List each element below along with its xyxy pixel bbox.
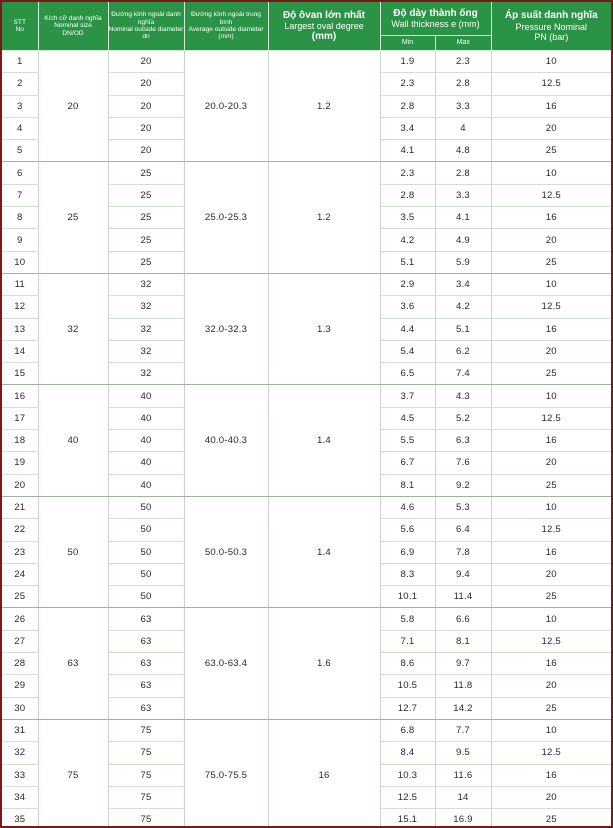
table-row [2, 608, 611, 630]
cell-wall-min: 15.1 [380, 809, 435, 828]
cell-wall-max: 11.4 [435, 586, 491, 608]
cell-wall-max: 4.8 [435, 140, 491, 162]
cell-nominal-od: 32 [108, 296, 184, 318]
cell-pressure: 25 [491, 586, 611, 608]
cell-nominal-od: 32 [108, 340, 184, 362]
table-row [2, 719, 611, 741]
header-average-outside-diameter: Đường kính ngoài trung bình Average outside diameter (mm) [184, 2, 268, 51]
cell-pressure: 16 [491, 207, 611, 229]
cell-wall-min: 3.4 [380, 117, 435, 139]
cell-pressure: 20 [491, 786, 611, 808]
table-body [2, 51, 611, 828]
cell-oval-degree: 1.3 [268, 273, 380, 384]
cell-nominal-od: 32 [108, 363, 184, 385]
cell-nominal-od: 63 [108, 653, 184, 675]
cell-oval-degree: 16 [268, 719, 380, 828]
cell-nominal-od: 25 [108, 207, 184, 229]
cell-wall-max: 6.2 [435, 340, 491, 362]
cell-wall-min: 5.6 [380, 519, 435, 541]
cell-pressure: 20 [491, 675, 611, 697]
table-row [2, 162, 611, 184]
cell-wall-min: 3.7 [380, 385, 435, 407]
cell-pressure: 25 [491, 140, 611, 162]
cell-nominal-od: 75 [108, 719, 184, 741]
cell-wall-min: 8.4 [380, 742, 435, 764]
cell-nominal-od: 63 [108, 675, 184, 697]
cell-oval-degree: 1.4 [268, 385, 380, 496]
cell-wall-min: 8.1 [380, 474, 435, 496]
cell-stt: 9 [2, 229, 38, 251]
cell-nominal-od: 40 [108, 407, 184, 429]
cell-pressure: 12.5 [491, 519, 611, 541]
cell-nominal-size: 25 [38, 162, 108, 273]
cell-nominal-size: 75 [38, 719, 108, 828]
cell-stt: 7 [2, 184, 38, 206]
cell-stt: 32 [2, 742, 38, 764]
cell-stt: 4 [2, 117, 38, 139]
cell-wall-max: 9.5 [435, 742, 491, 764]
table-row [2, 51, 611, 73]
cell-stt: 13 [2, 318, 38, 340]
cell-wall-max: 5.2 [435, 407, 491, 429]
cell-stt: 24 [2, 563, 38, 585]
cell-nominal-od: 20 [108, 51, 184, 73]
cell-wall-max: 9.7 [435, 653, 491, 675]
cell-wall-max: 9.4 [435, 563, 491, 585]
cell-wall-max: 4.2 [435, 296, 491, 318]
cell-wall-max: 2.8 [435, 73, 491, 95]
cell-stt: 25 [2, 586, 38, 608]
cell-pressure: 12.5 [491, 73, 611, 95]
cell-wall-max: 2.3 [435, 51, 491, 73]
cell-oval-degree: 1.2 [268, 162, 380, 273]
cell-stt: 17 [2, 407, 38, 429]
cell-stt: 21 [2, 496, 38, 518]
cell-stt: 26 [2, 608, 38, 630]
cell-pressure: 16 [491, 95, 611, 117]
cell-pressure: 25 [491, 474, 611, 496]
cell-stt: 20 [2, 474, 38, 496]
header-wall-min: Min [380, 36, 435, 51]
cell-wall-max: 6.3 [435, 430, 491, 452]
cell-pressure: 10 [491, 162, 611, 184]
cell-pressure: 12.5 [491, 407, 611, 429]
cell-nominal-od: 32 [108, 273, 184, 295]
cell-wall-max: 9.2 [435, 474, 491, 496]
cell-wall-min: 8.6 [380, 653, 435, 675]
cell-average-od: 20.0-20.3 [184, 51, 268, 162]
cell-wall-max: 6.6 [435, 608, 491, 630]
header-largest-oval-degree: Độ ôvan lớn nhất Largest oval degree (mm) [268, 2, 380, 51]
cell-pressure: 10 [491, 385, 611, 407]
cell-nominal-od: 75 [108, 786, 184, 808]
cell-nominal-od: 32 [108, 318, 184, 340]
table-row [2, 385, 611, 407]
cell-wall-max: 2.8 [435, 162, 491, 184]
cell-wall-min: 10.5 [380, 675, 435, 697]
cell-wall-max: 4.1 [435, 207, 491, 229]
cell-nominal-od: 40 [108, 385, 184, 407]
cell-wall-min: 4.6 [380, 496, 435, 518]
cell-pressure: 10 [491, 273, 611, 295]
cell-pressure: 16 [491, 318, 611, 340]
cell-nominal-od: 50 [108, 496, 184, 518]
cell-pressure: 25 [491, 809, 611, 828]
cell-stt: 33 [2, 764, 38, 786]
cell-wall-max: 4 [435, 117, 491, 139]
cell-stt: 18 [2, 430, 38, 452]
cell-nominal-od: 75 [108, 764, 184, 786]
cell-wall-min: 4.5 [380, 407, 435, 429]
cell-nominal-od: 50 [108, 563, 184, 585]
cell-pressure: 16 [491, 430, 611, 452]
cell-nominal-size: 63 [38, 608, 108, 719]
cell-oval-degree: 1.6 [268, 608, 380, 719]
cell-pressure: 12.5 [491, 184, 611, 206]
cell-pressure: 10 [491, 719, 611, 741]
cell-stt: 1 [2, 51, 38, 73]
cell-stt: 5 [2, 140, 38, 162]
cell-pressure: 10 [491, 496, 611, 518]
cell-wall-max: 8.1 [435, 630, 491, 652]
cell-wall-min: 6.8 [380, 719, 435, 741]
cell-wall-max: 7.6 [435, 452, 491, 474]
cell-pressure: 10 [491, 51, 611, 73]
cell-wall-max: 5.1 [435, 318, 491, 340]
cell-nominal-od: 50 [108, 541, 184, 563]
cell-stt: 23 [2, 541, 38, 563]
cell-stt: 10 [2, 251, 38, 273]
cell-pressure: 20 [491, 117, 611, 139]
cell-nominal-od: 25 [108, 184, 184, 206]
cell-stt: 22 [2, 519, 38, 541]
cell-wall-min: 10.3 [380, 764, 435, 786]
cell-wall-max: 4.3 [435, 385, 491, 407]
cell-average-od: 63.0-63.4 [184, 608, 268, 719]
cell-average-od: 75.0-75.5 [184, 719, 268, 828]
cell-wall-max: 14 [435, 786, 491, 808]
cell-stt: 27 [2, 630, 38, 652]
header-wall-thickness: Độ dày thành ống Wall thickness e (mm) [380, 2, 491, 36]
cell-pressure: 20 [491, 340, 611, 362]
cell-wall-min: 5.1 [380, 251, 435, 273]
cell-wall-min: 4.2 [380, 229, 435, 251]
cell-stt: 2 [2, 73, 38, 95]
header-wall-max: Max [435, 36, 491, 51]
cell-wall-min: 6.7 [380, 452, 435, 474]
cell-stt: 16 [2, 385, 38, 407]
cell-average-od: 25.0-25.3 [184, 162, 268, 273]
cell-stt: 6 [2, 162, 38, 184]
cell-wall-min: 10.1 [380, 586, 435, 608]
cell-wall-max: 11.8 [435, 675, 491, 697]
table-row [2, 496, 611, 518]
cell-stt: 31 [2, 719, 38, 741]
cell-wall-min: 3.5 [380, 207, 435, 229]
cell-nominal-od: 20 [108, 95, 184, 117]
cell-nominal-size: 32 [38, 273, 108, 384]
cell-wall-max: 5.3 [435, 496, 491, 518]
cell-wall-max: 3.3 [435, 184, 491, 206]
cell-stt: 30 [2, 697, 38, 719]
cell-wall-max: 11.6 [435, 764, 491, 786]
cell-wall-min: 12.7 [380, 697, 435, 719]
cell-pressure: 16 [491, 541, 611, 563]
cell-wall-min: 1.9 [380, 51, 435, 73]
cell-pressure: 25 [491, 363, 611, 385]
cell-oval-degree: 1.4 [268, 496, 380, 607]
cell-wall-max: 14.2 [435, 697, 491, 719]
cell-stt: 15 [2, 363, 38, 385]
cell-average-od: 50.0-50.3 [184, 496, 268, 607]
cell-average-od: 40.0-40.3 [184, 385, 268, 496]
cell-nominal-od: 63 [108, 608, 184, 630]
cell-nominal-od: 25 [108, 162, 184, 184]
cell-pressure: 25 [491, 251, 611, 273]
cell-stt: 19 [2, 452, 38, 474]
cell-wall-min: 5.4 [380, 340, 435, 362]
cell-nominal-od: 25 [108, 251, 184, 273]
cell-nominal-size: 20 [38, 51, 108, 162]
cell-pressure: 16 [491, 764, 611, 786]
cell-nominal-od: 20 [108, 140, 184, 162]
cell-wall-min: 4.4 [380, 318, 435, 340]
cell-wall-max: 7.8 [435, 541, 491, 563]
cell-nominal-od: 25 [108, 229, 184, 251]
cell-pressure: 12.5 [491, 296, 611, 318]
header-pressure-nominal: Áp suất danh nghĩa Pressure Nominal PN (bar) [491, 2, 611, 51]
cell-stt: 11 [2, 273, 38, 295]
cell-nominal-size: 50 [38, 496, 108, 607]
cell-wall-min: 2.3 [380, 73, 435, 95]
cell-stt: 12 [2, 296, 38, 318]
header-nominal-outside-diameter: Đường kính ngoài danh nghĩa Nominal outside diameter dn [108, 2, 184, 51]
cell-pressure: 20 [491, 563, 611, 585]
cell-nominal-od: 40 [108, 474, 184, 496]
cell-wall-min: 2.3 [380, 162, 435, 184]
cell-wall-max: 7.4 [435, 363, 491, 385]
cell-wall-max: 16.9 [435, 809, 491, 828]
cell-stt: 34 [2, 786, 38, 808]
cell-wall-max: 5.9 [435, 251, 491, 273]
cell-wall-max: 3.3 [435, 95, 491, 117]
cell-wall-min: 4.1 [380, 140, 435, 162]
cell-wall-min: 6.5 [380, 363, 435, 385]
cell-stt: 3 [2, 95, 38, 117]
cell-stt: 8 [2, 207, 38, 229]
header-stt: STT No [2, 2, 38, 51]
cell-pressure: 20 [491, 452, 611, 474]
pipe-spec-table [2, 2, 611, 828]
cell-nominal-od: 63 [108, 697, 184, 719]
cell-wall-min: 2.9 [380, 273, 435, 295]
cell-nominal-od: 75 [108, 742, 184, 764]
cell-stt: 35 [2, 809, 38, 828]
table-header [2, 2, 611, 51]
cell-nominal-od: 40 [108, 452, 184, 474]
header-nominal-size: Kích cỡ danh nghĩa Nominal size DN/OD [38, 2, 108, 51]
cell-nominal-size: 40 [38, 385, 108, 496]
cell-wall-max: 3.4 [435, 273, 491, 295]
cell-nominal-od: 75 [108, 809, 184, 828]
cell-pressure: 16 [491, 653, 611, 675]
cell-stt: 28 [2, 653, 38, 675]
cell-wall-min: 7.1 [380, 630, 435, 652]
cell-nominal-od: 20 [108, 73, 184, 95]
cell-pressure: 25 [491, 697, 611, 719]
table-row [2, 273, 611, 295]
cell-pressure: 10 [491, 608, 611, 630]
cell-wall-min: 6.9 [380, 541, 435, 563]
cell-wall-min: 8.3 [380, 563, 435, 585]
cell-pressure: 12.5 [491, 630, 611, 652]
cell-wall-max: 4.9 [435, 229, 491, 251]
cell-wall-min: 2.8 [380, 95, 435, 117]
cell-wall-max: 7.7 [435, 719, 491, 741]
cell-oval-degree: 1.2 [268, 51, 380, 162]
cell-wall-min: 2.8 [380, 184, 435, 206]
cell-wall-min: 3.6 [380, 296, 435, 318]
cell-average-od: 32.0-32.3 [184, 273, 268, 384]
cell-nominal-od: 50 [108, 519, 184, 541]
cell-wall-max: 6.4 [435, 519, 491, 541]
cell-nominal-od: 50 [108, 586, 184, 608]
cell-pressure: 12.5 [491, 742, 611, 764]
cell-nominal-od: 40 [108, 430, 184, 452]
cell-pressure: 20 [491, 229, 611, 251]
cell-wall-min: 5.8 [380, 608, 435, 630]
cell-stt: 29 [2, 675, 38, 697]
cell-wall-min: 12.5 [380, 786, 435, 808]
cell-wall-min: 5.5 [380, 430, 435, 452]
cell-nominal-od: 20 [108, 117, 184, 139]
cell-nominal-od: 63 [108, 630, 184, 652]
cell-stt: 14 [2, 340, 38, 362]
